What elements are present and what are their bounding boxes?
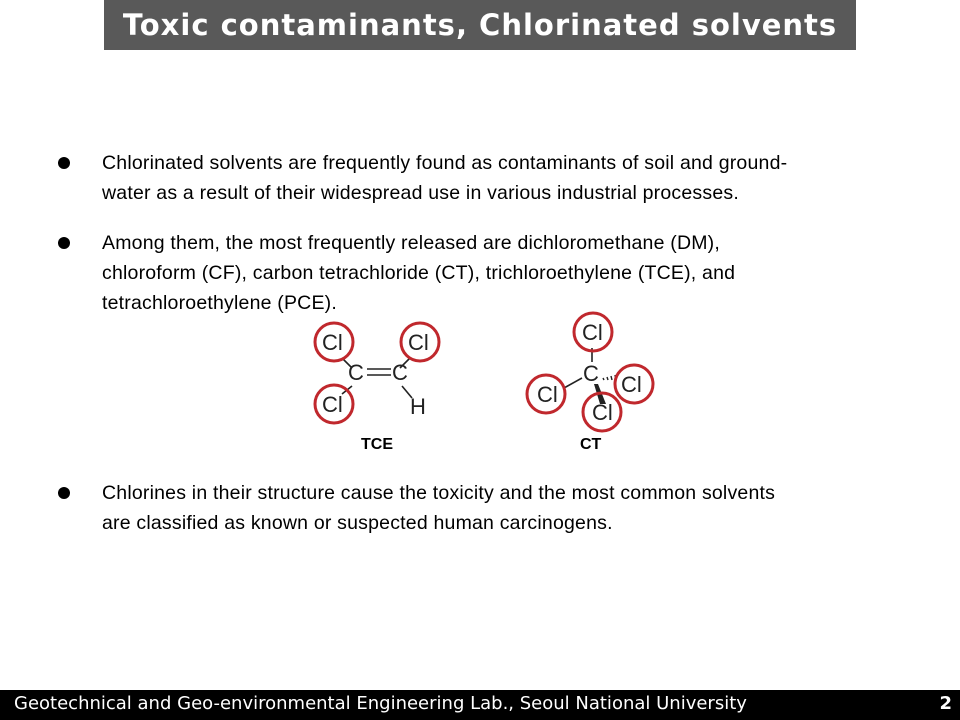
bullet-3-line-2: are classified as known or suspected human carcinogens. [102, 512, 613, 534]
ct-structure [527, 313, 653, 453]
bullet-text-3 [102, 478, 912, 538]
bullet-2-line-1: Among them, the most frequently released are dichloromethane (DM), [102, 232, 720, 254]
ct-carbon: C [583, 361, 599, 386]
bullet-marker [58, 157, 70, 169]
bullet-1-line-1: Chlorinated solvents are frequently found as contaminants of soil and ground- [102, 152, 788, 174]
tce-carbon-1: C [348, 360, 364, 385]
page-number: 2 [939, 693, 952, 714]
bullet-1-line-2: water as a result of their widespread use in various industrial processes. [102, 182, 739, 204]
ct-label: CT [580, 436, 602, 453]
tce-carbon-2: C [392, 360, 408, 385]
bullet-2-line-3: tetrachloroethylene (PCE). [102, 292, 337, 314]
tce-chlorine-1: Cl [322, 330, 343, 355]
ct-chlorine-bottom: Cl [592, 400, 613, 425]
bullet-2-line-2: chloroform (CF), carbon tetrachloride (CT), trichloroethylene (TCE), and [102, 262, 736, 284]
ct-chlorine-left: Cl [537, 382, 558, 407]
chemical-structures [0, 310, 960, 460]
bullet-marker [58, 237, 70, 249]
bullet-3-line-1: Chlorines in their structure cause the toxicity and the most common solvents [102, 482, 776, 504]
ct-chlorine-top: Cl [582, 320, 603, 345]
bullet-text-1 [102, 148, 912, 208]
slide-title: Toxic contaminants, Chlorinated solvents [122, 8, 838, 42]
bullet-text-2 [102, 228, 912, 318]
tce-chlorine-3: Cl [322, 392, 343, 417]
tce-hydrogen: H [410, 394, 426, 419]
tce-structure [315, 323, 439, 453]
title-bar [104, 0, 856, 50]
bullet-marker [58, 487, 70, 499]
tce-label: TCE [361, 436, 393, 453]
tce-chlorine-2: Cl [408, 330, 429, 355]
footer-lab-name: Geotechnical and Geo-environmental Engineering Lab., Seoul National University [14, 693, 747, 714]
footer-bar [0, 690, 960, 720]
ct-chlorine-right: Cl [621, 372, 642, 397]
